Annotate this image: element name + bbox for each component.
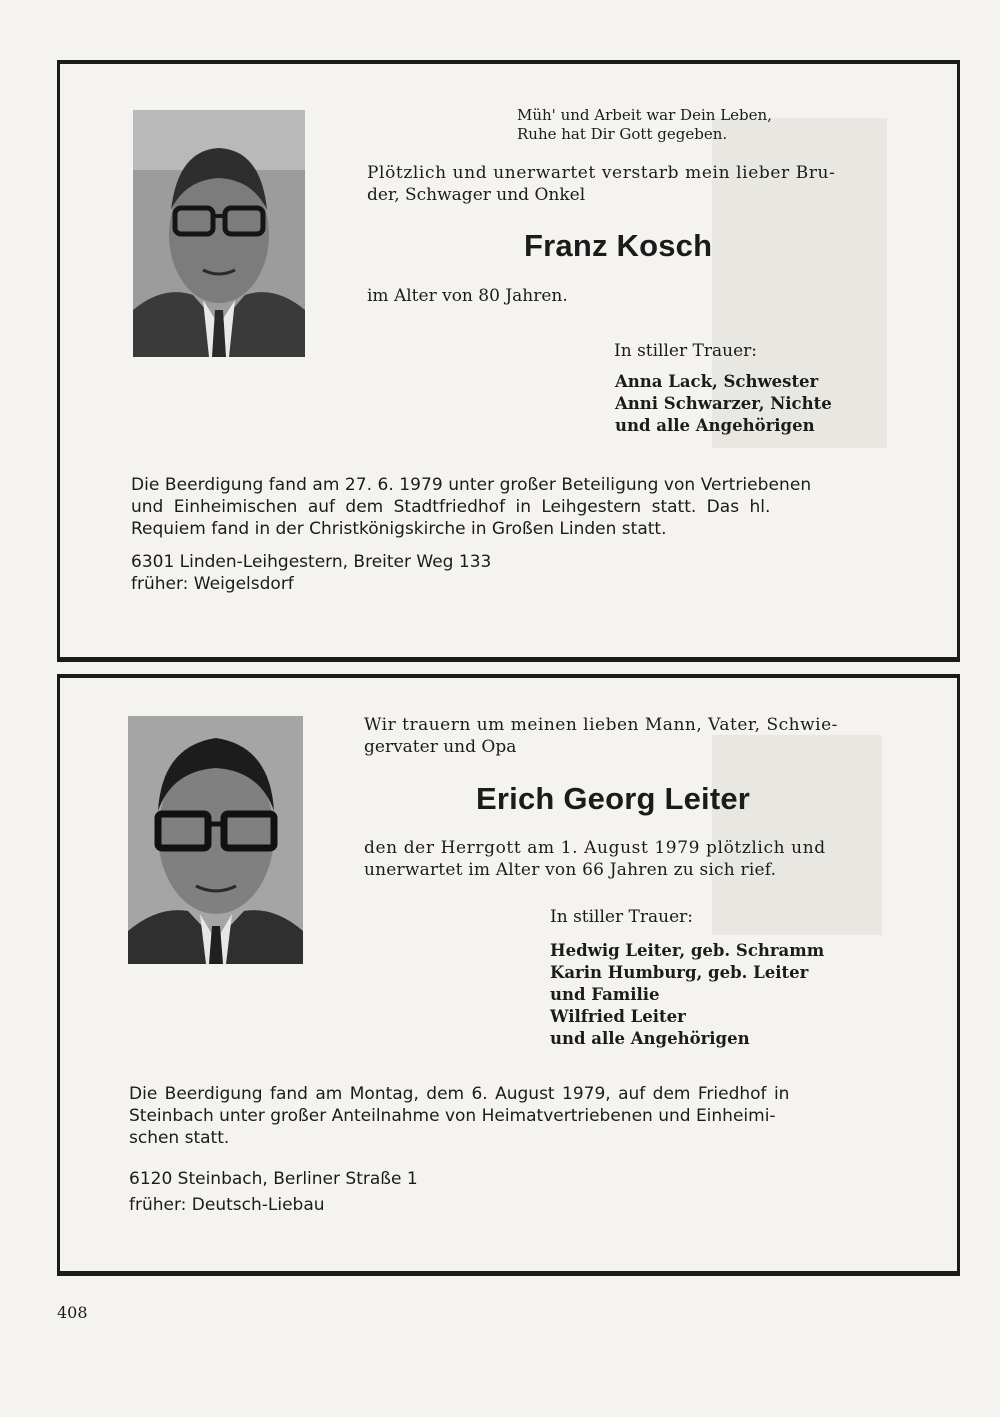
funeral-line: Requiem fand in der Christkönigskirche in Großen Linden statt. [131,519,667,539]
funeral-line: Steinbach unter großer Anteilnahme von Heimatvertriebenen und Einheimi- [129,1106,776,1126]
portrait-image [133,110,305,357]
mourner: und alle Angehörigen [550,1029,750,1048]
funeral-text [131,474,883,540]
motto-line: Ruhe hat Dir Gott gegeben. [517,125,728,143]
mourner: Anna Lack, Schwester [615,372,819,391]
motto-line: Müh' und Arbeit war Dein Leben, [517,106,772,124]
intro-line: gervater und Opa [364,737,517,757]
page-number: 408 [57,1303,88,1322]
funeral-text [129,1083,882,1149]
intro-line: Wir trauern um meinen lieben Mann, Vater, Schwie- [364,715,838,735]
address: 6120 Steinbach, Berliner Straße 1 [129,1169,418,1189]
mourners-list [615,371,832,437]
deceased-name: Erich Georg Leiter [476,781,751,816]
mourner: und Familie [550,985,660,1004]
intro-line: Plötzlich und unerwartet verstarb mein lieber Bru- [367,163,836,183]
funeral-line: Die Beerdigung fand am 27. 6. 1979 unter großer Beteiligung von Vertriebenen [131,475,812,495]
intro-line: der, Schwager und Onkel [367,185,586,205]
address-block [131,551,491,595]
body-line: den der Herrgott am 1. August 1979 plötzlich und [364,838,826,858]
portrait-photo-erich-georg-leiter [128,716,303,964]
funeral-line: und Einheimischen auf dem Stadtfriedhof in Leihgestern statt. Das hl. [131,497,771,517]
mourner: Anni Schwarzer, Nichte [615,394,832,413]
mourner: und alle Angehörigen [615,416,815,435]
mourning-label: In stiller Trauer: [614,341,757,361]
intro-text [367,162,887,206]
address-block [129,1168,418,1216]
funeral-line: schen statt. [129,1128,230,1148]
mourner: Wilfried Leiter [550,1007,686,1026]
mourner: Hedwig Leiter, geb. Schramm [550,941,825,960]
former-residence: früher: Weigelsdorf [131,574,294,594]
portrait-image [128,716,303,964]
mourner: Karin Humburg, geb. Leiter [550,963,809,982]
funeral-line: Die Beerdigung fand am Montag, dem 6. August 1979, auf dem Friedhof in [129,1084,790,1104]
mourners-list [550,940,824,1050]
body-text [364,837,884,881]
former-residence: früher: Deutsch-Liebau [129,1195,325,1215]
body-line: unerwartet im Alter von 66 Jahren zu sich rief. [364,860,777,880]
motto [517,106,797,144]
intro-text [364,714,884,758]
address: 6301 Linden-Leihgestern, Breiter Weg 133 [131,552,492,572]
age-text: im Alter von 80 Jahren. [367,286,568,306]
portrait-photo-franz-kosch [133,110,305,357]
deceased-name: Franz Kosch [524,228,713,263]
mourning-label: In stiller Trauer: [550,907,693,927]
